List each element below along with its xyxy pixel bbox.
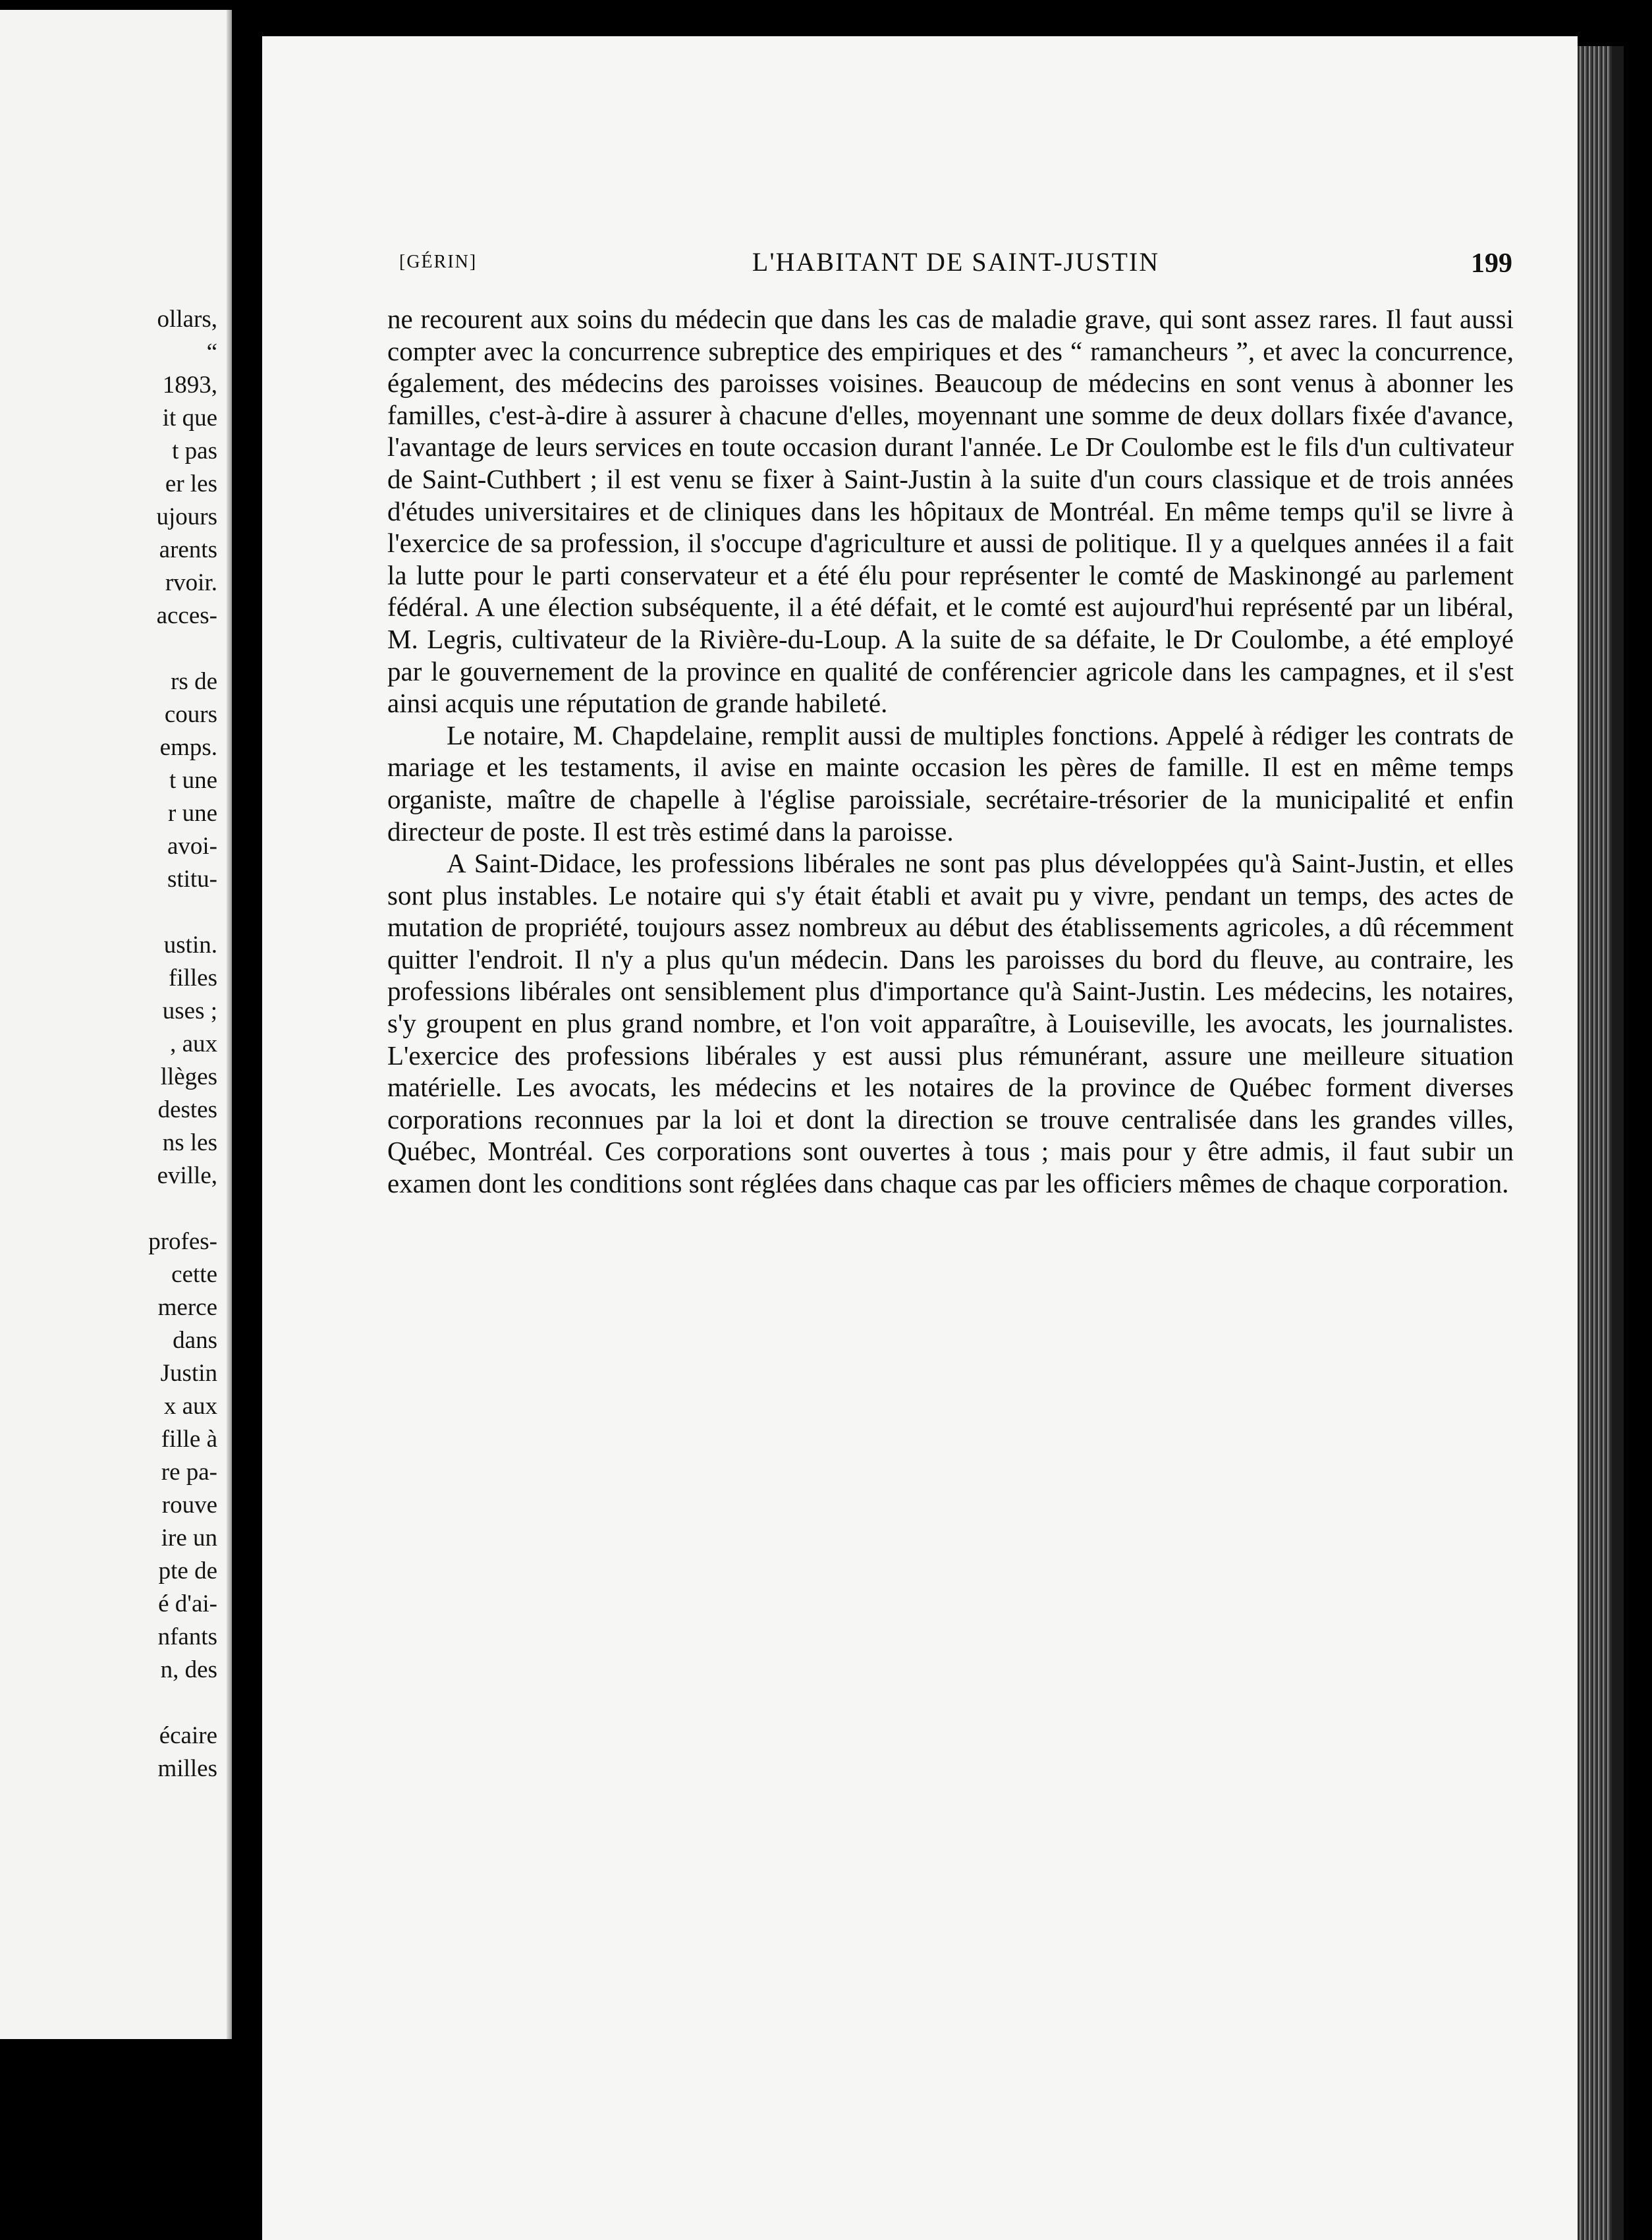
- paragraph-1: ne recourent aux soins du médecin que dans les cas de maladie grave, qui sont assez rares. Il faut aussi compter avec la concurrence subreptice des empiriques et des “ ramancheurs ”, et avec la concurrence, également, des médecins des paroisses voisines. Beaucoup de médecins en sont venus à abonner les familles, c'est-à-dire à assurer à chacune d'elles, moyennant une somme de deux dollars fixée d'avance, l'avantage de leurs services en toute occasion durant l'année. Le Dr Coulombe est le fils d'un cultivateur de Saint-Cuthbert ; il est venu se fixer à Saint-Justin à la suite d'un cours classique et de trois années d'études universitaires et de cliniques dans les hôpitaux de Montréal. En même temps qu'il se livre à l'exercice de sa profession, il s'occupe d'agriculture et aussi de politique. Il y a quelques années il a fait la lutte pour le parti conservateur et a été élu pour représenter le comté de Maskinongé au parlement fédéral. A une élection subséquente, il a été défait, et le comté est aujourd'hui représenté par un libéral, M. Legris, cultivateur de la Rivière-du-Loup. A la suite de sa défaite, le Dr Coulombe, a été employé par le gouvernement de la province en qualité de conférencier agricole dans les campagnes, et il s'est ainsi acquis une réputation de grande habileté.: [387, 304, 1514, 719]
- left-line-fragment: rvoir.: [165, 569, 217, 596]
- running-head-title: L'HABITANT DE SAINT-JUSTIN: [752, 247, 1160, 277]
- left-line-fragment: acces-: [156, 602, 217, 629]
- left-line-fragment: ollars,: [157, 306, 217, 333]
- left-line-fragment: filles: [169, 965, 217, 992]
- left-line-fragment: n, des: [160, 1656, 217, 1683]
- page-number: 199: [1471, 248, 1512, 279]
- left-line-fragment: dans: [173, 1327, 217, 1354]
- book-page-199: [262, 36, 1578, 2240]
- left-line-fragment: r une: [168, 800, 217, 827]
- left-line-fragment: nfants: [157, 1623, 217, 1650]
- left-line-fragment: eville,: [157, 1162, 217, 1189]
- book-gutter: [232, 0, 262, 2240]
- left-line-fragment: merce: [157, 1294, 217, 1321]
- page-body: [387, 303, 1514, 1200]
- left-line-gap: [0, 1687, 217, 1720]
- left-line-fragment: pte de: [158, 1557, 217, 1584]
- left-line-fragment: cours: [164, 701, 217, 728]
- facing-page-text-fragments: [0, 303, 217, 1785]
- left-line-fragment: avoi-: [167, 833, 217, 860]
- left-line-fragment: , aux: [170, 1030, 217, 1057]
- left-line-fragment: t pas: [172, 437, 217, 464]
- left-line-fragment: cette: [171, 1261, 217, 1288]
- left-line-fragment: fille à: [161, 1426, 217, 1453]
- left-line-fragment: uses ;: [162, 997, 217, 1024]
- page-block-edge: [1578, 46, 1612, 2240]
- left-line-fragment: ustin.: [163, 932, 217, 959]
- left-line-fragment: rs de: [171, 668, 217, 695]
- left-line-fragment: ire un: [161, 1525, 217, 1552]
- left-line-fragment: Justin: [160, 1360, 217, 1387]
- left-line-gap: [0, 896, 217, 929]
- left-line-fragment: destes: [157, 1096, 217, 1123]
- left-line-fragment: llèges: [160, 1063, 217, 1090]
- left-line-fragment: re pa-: [161, 1459, 217, 1486]
- left-line-fragment: “: [206, 339, 217, 366]
- left-line-gap: [0, 1192, 217, 1225]
- left-line-gap: [0, 632, 217, 665]
- left-line-fragment: milles: [157, 1755, 217, 1782]
- left-line-fragment: écaire: [159, 1722, 217, 1749]
- left-line-fragment: profes-: [148, 1228, 217, 1255]
- left-line-fragment: stitu-: [167, 866, 217, 893]
- left-line-fragment: t une: [169, 767, 217, 794]
- book-cover-edge: [1612, 46, 1624, 2240]
- left-line-fragment: 1893,: [162, 372, 217, 399]
- left-line-fragment: emps.: [159, 734, 217, 761]
- facing-page-left: [0, 10, 232, 2039]
- left-line-fragment: rouve: [161, 1492, 217, 1519]
- running-head-author: [GÉRIN]: [399, 252, 478, 272]
- left-page-edge: [227, 10, 232, 2039]
- paragraph-2: Le notaire, M. Chapdelaine, remplit aussi de multiples fonctions. Appelé à rédiger les contrats de mariage et les testaments, il avise en mainte occasion les pères de famille. Il est en même temps organiste, maître de chapelle à l'église paroissiale, secrétaire-trésorier de la municipalité et enfin directeur de poste. Il est très estimé dans la paroisse.: [387, 719, 1514, 847]
- left-line-fragment: é d'ai-: [158, 1590, 217, 1617]
- running-head: [399, 244, 1512, 283]
- left-line-fragment: x aux: [163, 1393, 217, 1420]
- left-line-fragment: ns les: [162, 1129, 217, 1156]
- paragraph-3: A Saint-Didace, les professions libérales ne sont pas plus développées qu'à Saint-Justin, et elles sont plus instables. Le notaire qui s'y était établi et avait pu y vivre, pendant un temps, des actes de mutation de propriété, toujours assez nombreux au début des établissements agricoles, a dû récemment quitter l'endroit. Il n'y a plus qu'un médecin. Dans les paroisses du bord du fleuve, au contraire, les professions libérales ont sensiblement plus d'importance qu'à Saint-Justin. Les médecins, les notaires, s'y groupent en plus grand nombre, et l'on voit apparaître, à Louiseville, les avocats, les journalistes. L'exercice des professions libérales y est aussi plus rémunérant, assure une meilleure situation matérielle. Les avocats, les médecins et les notaires de la province de Québec forment diverses corporations reconnues par la loi et dont la direction se trouve centralisée dans les grandes villes, Québec, Montréal. Ces corporations sont ouvertes à tous ; mais pour y être admis, il faut subir un examen dont les conditions sont réglées dans chaque cas par les officiers mêmes de chaque corporation.: [387, 848, 1514, 1199]
- left-line-fragment: arents: [159, 536, 217, 563]
- left-line-fragment: it que: [162, 405, 217, 432]
- left-line-fragment: er les: [165, 470, 217, 497]
- left-line-fragment: ujours: [156, 503, 217, 530]
